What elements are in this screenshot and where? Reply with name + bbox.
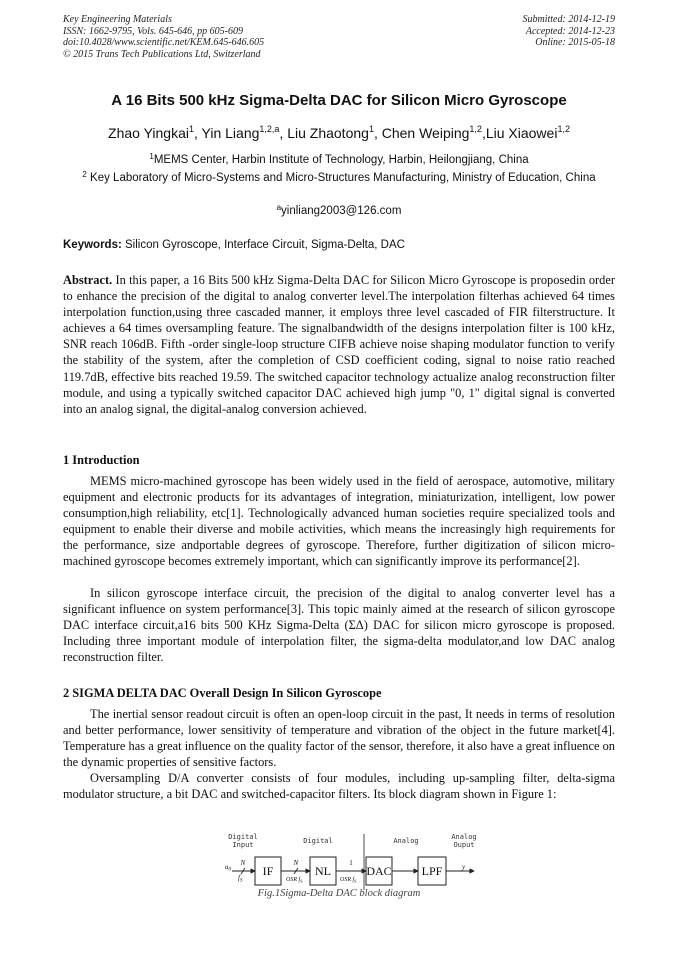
affiliation-1	[70, 151, 608, 169]
block-dac-label: DAC	[366, 864, 392, 878]
label-analog-output: Ouput	[453, 841, 475, 849]
author-name: Chen Weiping	[381, 125, 470, 141]
block-if-label: IF	[262, 864, 274, 878]
figure-caption: Fig.1Sigma-Delta DAC block diagram	[257, 888, 421, 899]
author-affil-sup: 1,2,a	[259, 124, 280, 134]
label-digital-input: Digital	[228, 833, 258, 841]
author-name: Yin Liang	[201, 125, 260, 141]
author-affil-sup: 1	[368, 124, 374, 134]
label-one-bit: 1	[349, 859, 353, 867]
section-heading: 1 Introduction	[63, 453, 140, 467]
affiliation-text: MEMS Center, Harbin Institute of Technology, Harbin, Heilongjiang, China	[153, 154, 529, 166]
journal-name: Key Engineering Materials	[63, 14, 172, 25]
email-sup: a	[276, 203, 282, 212]
affiliation-2	[70, 169, 608, 187]
accepted-date: Accepted: 2014-12-23	[525, 25, 615, 37]
abstract-text: In this paper, a 16 Bits 500 kHz Sigma-Delta DAC for Silicon Micro Gyroscope is proposedin order to enhance the precision of the digital to analog converter level.The interpolation filterhas achieved 64 times interpolation function,using three cascaded manner, it employs three level cascaded of FIR filterstructure. It achieves a 64 times oversampling feature. The signalbandwidth of the designs interpolation filter is 100 kHz, SNR reach 106dB. Fifth -order single-loop structure CIFB achieve noise shaping modulator function to verify the stability of the system, after the completion of CSD coefficient coding, signal to noise ratio reached 119.7dB, effective bits reached 19.59. The switched capacitor technology actualize analog reconstruction filter module, and using a typically switched capacitor DAC achieved high jump "0, 1" digital signal is converted into an analog signal, the digital-analog conversion achieved.	[63, 273, 615, 416]
label-fs: $f_S$	[238, 874, 243, 884]
author-affil-sup: 1,2	[469, 124, 482, 134]
affiliation-sup: 2	[82, 170, 87, 179]
label-digital: Digital	[303, 837, 333, 845]
section-heading: 2 SIGMA DELTA DAC Overall Design In Silicon Gyroscope	[63, 686, 382, 700]
paragraph: The inertial sensor readout circuit is often an open-loop circuit in the past, It needs in terms of resolution and better performance, lower sensitivity of temperature and vibration of the object in the future market[4]. Temperature has a great influence on the quality factor of the sensor, therefore, it also have a great influence on the dynamic properties of sensitive factors.	[63, 707, 615, 770]
keywords	[63, 239, 615, 251]
copyright-line: © 2015 Trans Tech Publications Ltd, Switzerland	[63, 48, 261, 60]
email-text: yinliang2003@126.com	[281, 205, 402, 217]
online-date: Online: 2015-05-18	[535, 37, 615, 48]
submission-dates	[523, 14, 616, 49]
keywords-label: Keywords:	[63, 239, 122, 251]
submitted-date: Submitted: 2014-12-19	[522, 14, 615, 25]
author-name: Liu Zhaotong	[287, 125, 369, 141]
abstract	[63, 272, 615, 417]
author-list: Zhao Yingkai$^1$, Yin Liang$^{1,2,a}$, Liu Zhaotong$^1$, Chen Weiping$^{1,2}$,Liu Xiaowei$^{1,2}$	[108, 124, 570, 141]
label-u0: $u_0$	[225, 863, 231, 873]
paragraph: MEMS micro-machined gyroscope has been widely used in the field of aerospace, automotive, military equipment and electronic products for its advantages of integration, miniaturization, intelligent, low power consumption,high reliability, etc[1]. Technologically advanced human societies require specialized tools and equipment to enable their diverse and mobile activities, which means the increasingly high requirements for the performance, size andportable degrees of gyroscope. Therefore, further digitization of silicon micro-machined gyroscope becomes extremely important, which can significantly improve its performance[2].	[63, 474, 615, 569]
keywords-text: Silicon Gyroscope, Interface Circuit, Sigma-Delta, DAC	[125, 239, 405, 251]
author-name: Liu Xiaowei	[485, 125, 558, 141]
block-nl-label: NL	[315, 864, 331, 878]
author-email	[0, 205, 678, 217]
doi-line: doi:10.4028/www.scientific.net/KEM.645-646.605	[63, 37, 265, 48]
author-affil-sup: 1	[188, 124, 194, 134]
label-N: N	[240, 859, 246, 867]
label-osr-fs: OSR $f_S$	[340, 877, 357, 884]
label-digital-input: Input	[232, 841, 254, 849]
abstract-label: Abstract.	[63, 273, 113, 287]
label-analog-output: Analog	[451, 833, 477, 841]
label-osr-fs: OSR $f_S$	[286, 877, 303, 884]
paragraph: In silicon gyroscope interface circuit, the precision of the digital to analog converter level has a significant influence on system performance[3]. This topic mainly aimed at the research of silicon gyroscope DAC interface circuit,a16 bits 500 KHz Sigma-Delta (ΣΔ) DAC for silicon micro gyroscope is proposed. Including three important module of interpolation filter, the sigma-delta modulator,and low DAC analog reconstruction filter.	[63, 586, 615, 665]
issn-line: ISSN: 1662-9795, Vols. 645-646, pp 605-609	[63, 25, 243, 37]
label-analog: Analog	[393, 837, 419, 845]
affiliation-text: Key Laboratory of Micro-Systems and Micro-Structures Manufacturing, Ministry of Education, China	[90, 172, 596, 184]
paper-title: A 16 Bits 500 kHz Sigma-Delta DAC for Silicon Micro Gyroscope	[111, 92, 567, 109]
block-lpf-label: LPF	[421, 864, 443, 878]
label-N: N	[293, 859, 299, 867]
affiliation-sup: 1	[149, 152, 154, 161]
label-y: y	[462, 863, 466, 871]
author-affil-sup: 1,2	[557, 124, 570, 134]
paragraph: Oversampling D/A converter consists of four modules, including up-sampling filter, delta-sigma modulator structure, a bit DAC and switched-capacitor filters. Its block diagram shown in Figure 1:	[63, 771, 615, 802]
journal-info	[63, 14, 264, 60]
author-name: Zhao Yingkai	[108, 125, 189, 141]
